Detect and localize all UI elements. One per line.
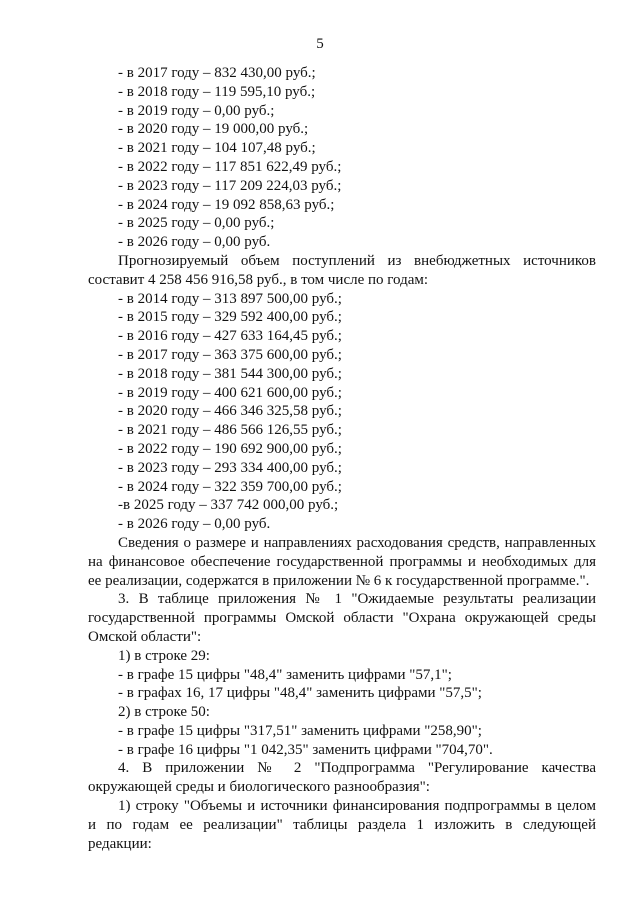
item-3-paragraph: 3. В таблице приложения № 1 "Ожидаемые результаты реализации государственной программы Омской области "Охрана окружающей среды Омской области": <box>88 591 596 645</box>
list-item: - в 2024 году – 19 092 858,63 руб.; <box>118 196 335 213</box>
list-item: - в 2024 году – 322 359 700,00 руб.; <box>118 478 342 495</box>
item-4-paragraph: 4. В приложении № 2 "Подпрограмма "Регулирование качества окружающей среды и биологического разнообразия": <box>88 760 596 796</box>
item-4-subitem-1-paragraph: 1) строку "Объемы и источники финансирования подпрограммы в целом и по годам ее реализации" таблицы раздела 1 изложить в следующей редакции: <box>88 798 596 852</box>
list-item: - в 2021 году – 486 566 126,55 руб.; <box>118 422 342 439</box>
list-item: 1) в строке 29: <box>118 647 210 664</box>
list-item: - в 2026 году – 0,00 руб. <box>118 234 271 251</box>
extrabudget-by-year-list <box>88 290 596 534</box>
list-item: - в графе 15 цифры "48,4" заменить цифрами "57,1"; <box>118 666 452 683</box>
list-item: - в графах 16, 17 цифры "48,4" заменить цифрами "57,5"; <box>118 685 482 702</box>
list-item: - в 2022 году – 117 851 622,49 руб.; <box>118 158 342 175</box>
list-item: - в 2017 году – 363 375 600,00 руб.; <box>118 346 342 363</box>
list-item: - в графе 15 цифры "317,51" заменить цифрами "258,90"; <box>118 722 482 739</box>
list-item: - в 2019 году – 0,00 руб.; <box>118 102 275 119</box>
list-item: - в 2023 году – 117 209 224,03 руб.; <box>118 177 342 194</box>
document-body <box>88 64 596 853</box>
list-item: - в 2014 году – 313 897 500,00 руб.; <box>118 290 342 307</box>
extrabudget-intro-paragraph: Прогнозируемый объем поступлений из внебюджетных источников составит 4 258 456 916,58 руб., в том числе по годам: <box>88 252 596 288</box>
funding-info-paragraph: Сведения о размере и направлениях расходования средств, направленных на финансовое обеспечение государственной программы и необходимых для ее реализации, содержатся в приложении № 6 к государственной программе.". <box>88 534 596 589</box>
list-item: - в 2019 году – 400 621 600,00 руб.; <box>118 384 342 401</box>
item-3-changes-list <box>88 647 596 760</box>
list-item: - в 2015 году – 329 592 400,00 руб.; <box>118 309 342 326</box>
budget-by-year-list <box>88 64 596 252</box>
list-item: - в 2026 году – 0,00 руб. <box>118 516 271 533</box>
list-item: - в 2018 году – 381 544 300,00 руб.; <box>118 365 342 382</box>
list-item: - в 2020 году – 466 346 325,58 руб.; <box>118 403 342 420</box>
list-item: - в 2020 году – 19 000,00 руб.; <box>118 121 309 138</box>
list-item: 2) в строке 50: <box>118 704 210 721</box>
list-item: - в 2023 году – 293 334 400,00 руб.; <box>118 459 342 476</box>
list-item: - в 2017 году – 832 430,00 руб.; <box>118 65 316 81</box>
list-item: - в 2018 году – 119 595,10 руб.; <box>118 83 316 100</box>
list-item: - в 2025 году – 0,00 руб.; <box>118 215 275 232</box>
list-item: - в графе 16 цифры "1 042,35" заменить цифрами "704,70". <box>118 741 493 758</box>
list-item: - в 2022 году – 190 692 900,00 руб.; <box>118 440 342 457</box>
page-number: 5 <box>316 36 324 52</box>
list-item: - в 2016 году – 427 633 164,45 руб.; <box>118 328 342 345</box>
list-item: -в 2025 году – 337 742 000,00 руб.; <box>118 497 339 514</box>
list-item: - в 2021 году – 104 107,48 руб.; <box>118 140 316 157</box>
